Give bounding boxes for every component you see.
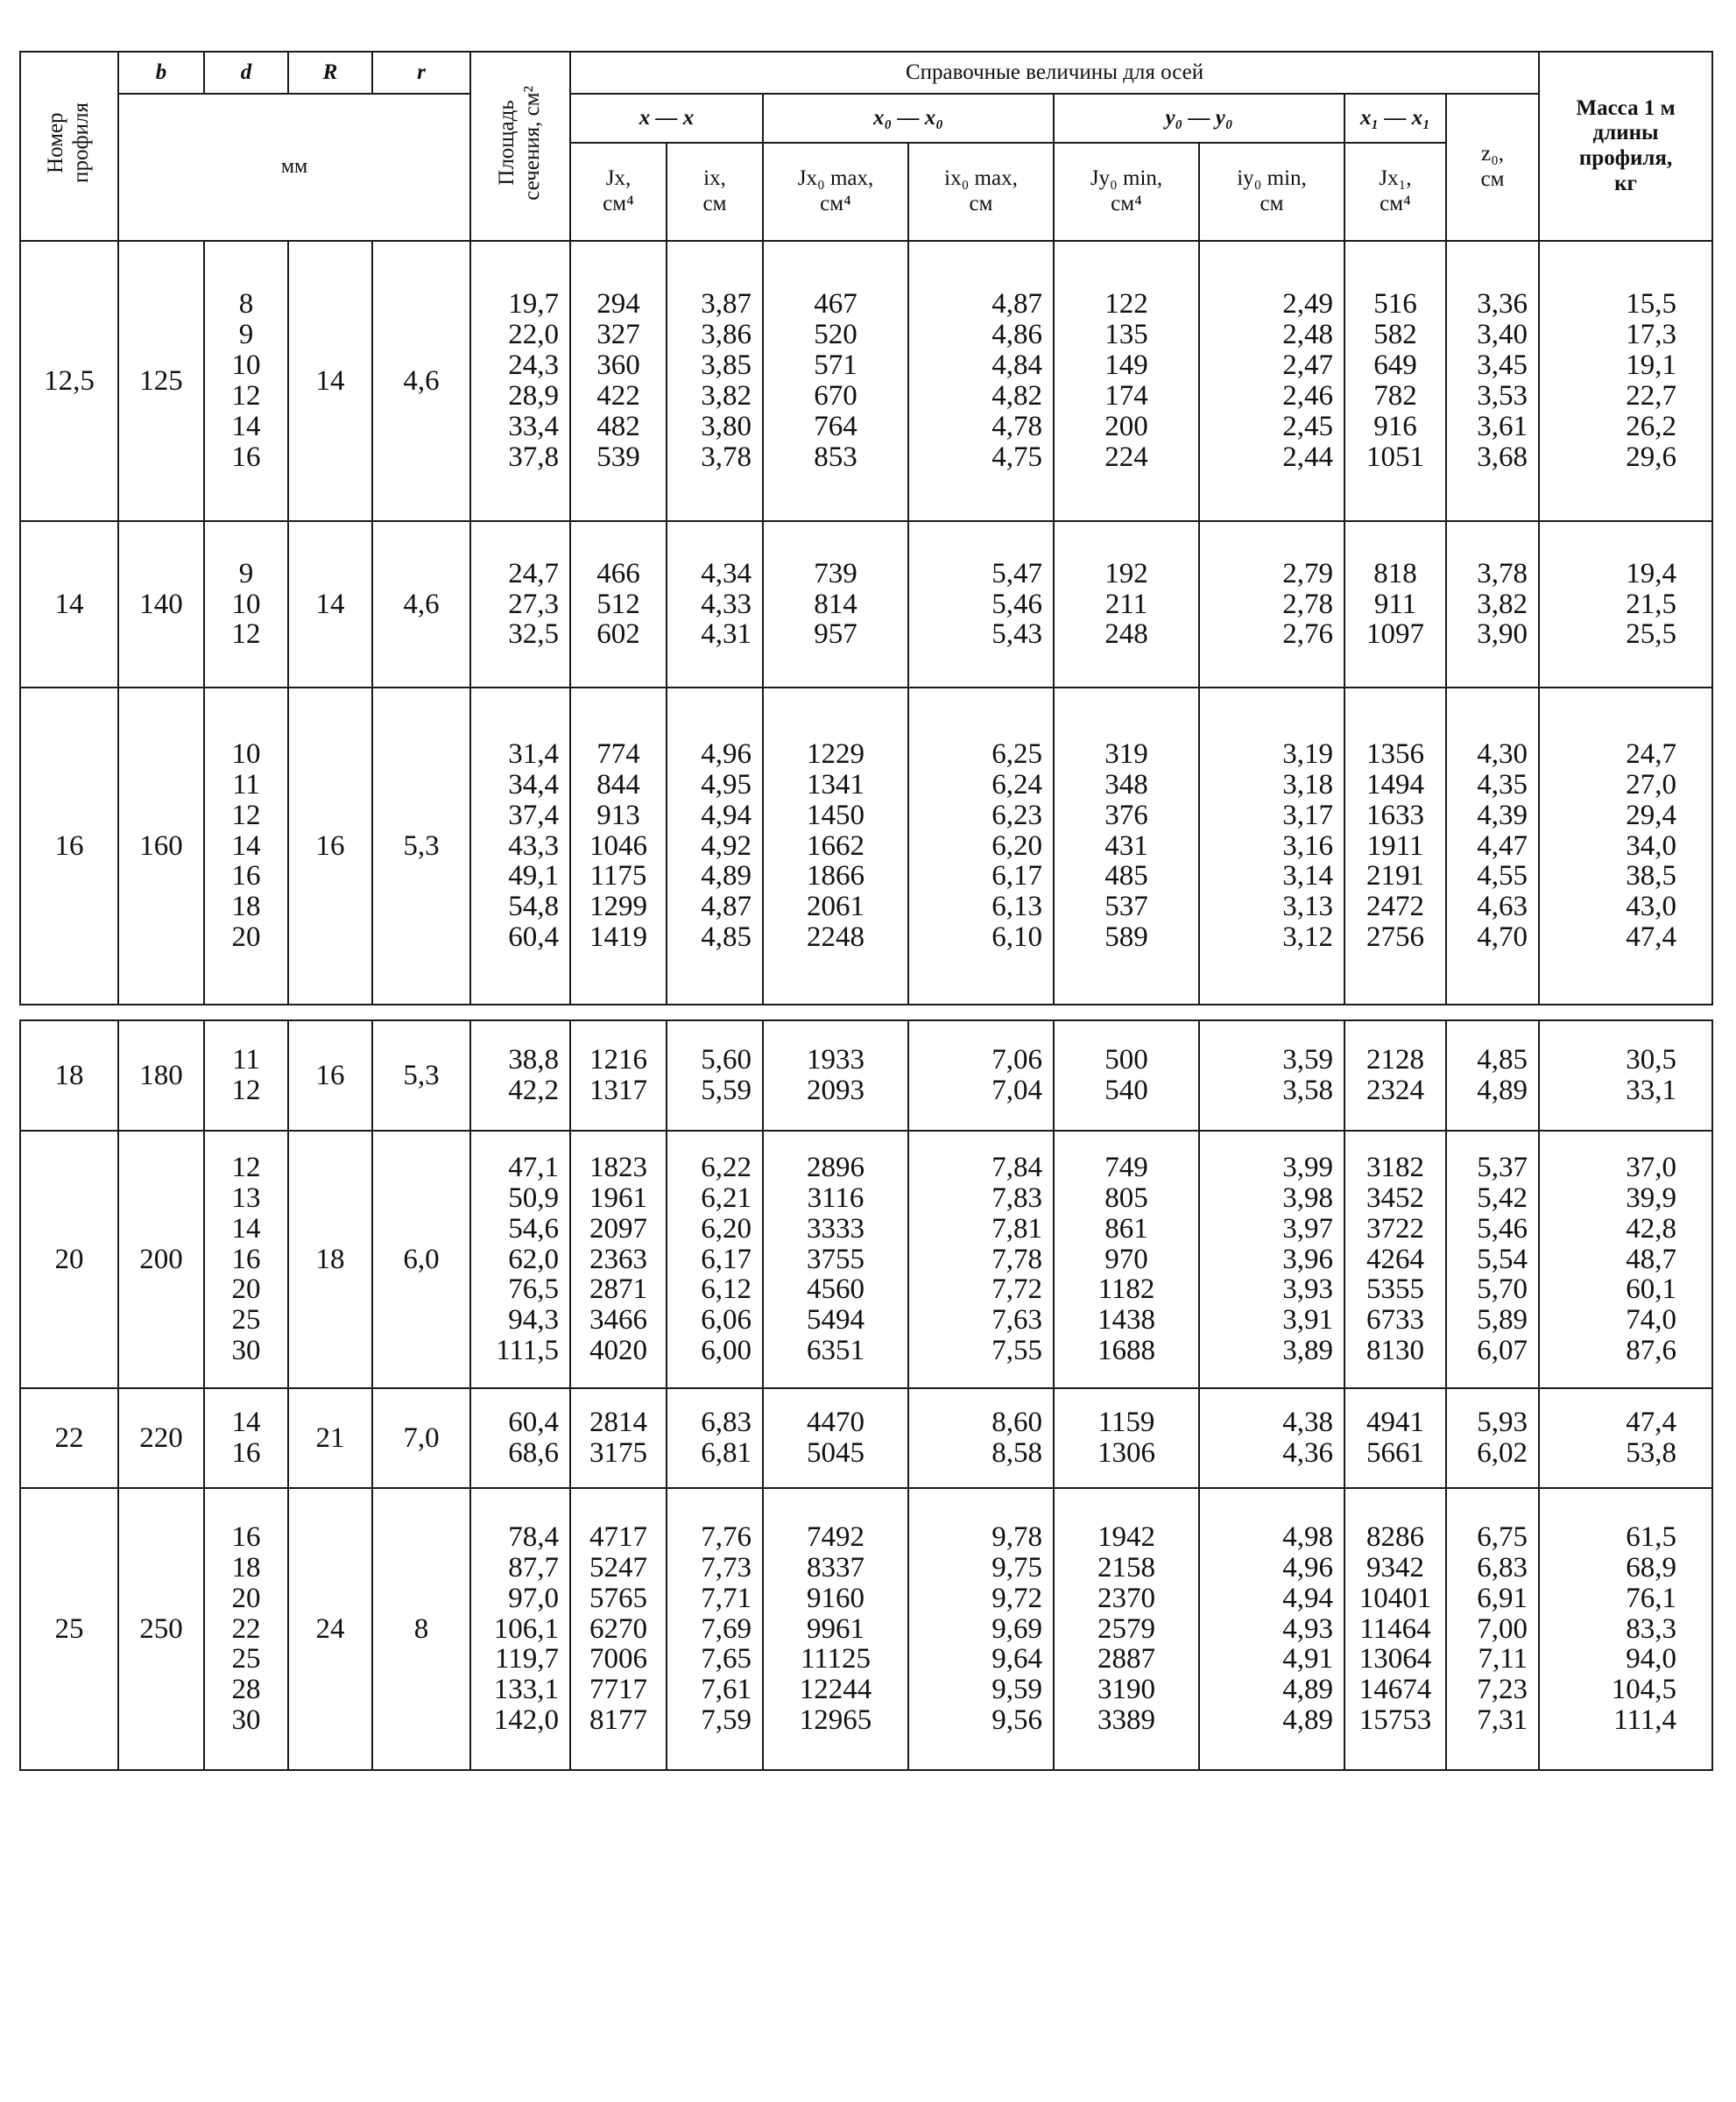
cell-z0 <box>1446 1488 1539 1770</box>
cell-R-value: 14 <box>315 364 345 397</box>
cell-iy0-value: 4,38 4,36 <box>1282 1407 1333 1469</box>
cell-b-value: 250 <box>139 1612 183 1645</box>
cell-ix0-value: 4,87 4,86 4,84 4,82 4,78 4,75 <box>991 288 1042 473</box>
cell-ix <box>667 1020 763 1131</box>
cell-R-value: 21 <box>315 1421 345 1454</box>
table-body <box>20 241 1712 1770</box>
cell-iy0-value: 3,99 3,98 3,97 3,96 3,93 3,91 3,89 <box>1282 1151 1333 1367</box>
cell-Jx1-value: 8286 9342 10401 11464 13064 14674 15753 <box>1358 1520 1432 1737</box>
cell-d-value: 11 12 <box>231 1044 261 1106</box>
cell-ix0-value: 7,84 7,83 7,81 7,78 7,72 7,63 7,55 <box>991 1151 1042 1367</box>
cell-Jy0-value: 122 135 149 174 200 224 <box>1104 288 1148 473</box>
cell-iy0 <box>1199 1131 1344 1388</box>
cell-Jx0 <box>763 1388 908 1488</box>
header-axis-x1: x₁ — x₁ <box>1344 94 1446 143</box>
cell-Jy0-value: 192 211 248 <box>1104 557 1148 651</box>
cell-profile-number <box>20 688 118 1005</box>
cell-Jy0 <box>1054 241 1199 521</box>
cell-mass <box>1539 241 1712 521</box>
cell-b <box>118 1131 204 1388</box>
cell-Jx0 <box>763 1020 908 1131</box>
cell-ix0 <box>908 1020 1054 1131</box>
cell-b-value: 125 <box>139 364 183 397</box>
cell-R-value: 18 <box>315 1243 345 1275</box>
cell-b <box>118 1020 204 1131</box>
table-row <box>20 1488 1712 1770</box>
cell-R <box>288 688 372 1005</box>
cell-Jx-value: 774 844 913 1046 1175 1299 1419 <box>589 737 647 954</box>
cell-ix-value: 5,60 5,59 <box>701 1044 752 1106</box>
cell-Jy0-value: 500 540 <box>1104 1044 1148 1106</box>
angle-profile-table-page <box>19 51 1711 1771</box>
cell-z0 <box>1446 688 1539 1005</box>
cell-d <box>204 241 288 521</box>
cell-Jx1 <box>1344 1020 1446 1131</box>
cell-Jx1-value: 3182 3452 3722 4264 5355 6733 8130 <box>1366 1151 1424 1367</box>
cell-d-value: 10 11 12 14 16 18 20 <box>231 737 261 954</box>
header-Jx0max <box>763 143 908 241</box>
cell-iy0-value: 2,79 2,78 2,76 <box>1282 557 1333 651</box>
header-reference: Справочные величины для осей <box>570 52 1539 94</box>
cell-mass-value: 47,4 53,8 <box>1626 1407 1677 1469</box>
cell-r-value: 7,0 <box>403 1421 440 1454</box>
cell-d <box>204 1131 288 1388</box>
cell-b <box>118 1388 204 1488</box>
cell-ix <box>667 1488 763 1770</box>
cell-R <box>288 1020 372 1131</box>
header-axis-x0: x₀ — x₀ <box>763 94 1054 143</box>
cell-Jx0-value: 739 814 957 <box>814 557 857 651</box>
cell-Jx0 <box>763 521 908 688</box>
table-row <box>20 1131 1712 1388</box>
cell-b-value: 200 <box>139 1243 183 1275</box>
cell-iy0-value: 2,49 2,48 2,47 2,46 2,45 2,44 <box>1282 288 1333 473</box>
cell-d <box>204 1488 288 1770</box>
table-row <box>20 521 1712 688</box>
cell-r-value: 6,0 <box>403 1243 440 1275</box>
cell-ix <box>667 1388 763 1488</box>
cell-d <box>204 688 288 1005</box>
cell-Jy0 <box>1054 688 1199 1005</box>
cell-Jy0 <box>1054 1388 1199 1488</box>
cell-iy0 <box>1199 1488 1344 1770</box>
cell-Jx-value: 4717 5247 5765 6270 7006 7717 8177 <box>589 1520 647 1737</box>
header-iy0min-text: iy₀ min, см <box>1237 166 1307 215</box>
cell-r <box>372 1020 470 1131</box>
cell-iy0 <box>1199 688 1344 1005</box>
header-profile-number-text: Номер профиля <box>44 102 93 184</box>
cell-Jx0 <box>763 1488 908 1770</box>
cell-area-value: 31,4 34,4 37,4 43,3 49,1 54,8 60,4 <box>508 737 559 954</box>
cell-area-value: 38,8 42,2 <box>508 1044 559 1106</box>
cell-Jx0-value: 7492 8337 9160 9961 11125 12244 12965 <box>799 1520 872 1737</box>
cell-z0-value: 3,36 3,40 3,45 3,53 3,61 3,68 <box>1477 288 1528 473</box>
cell-b <box>118 688 204 1005</box>
header-Jy0min-text: Jy₀ min, см⁴ <box>1090 166 1163 215</box>
header-R: R <box>288 52 372 94</box>
cell-Jy0-value: 749 805 861 970 1182 1438 1688 <box>1097 1151 1155 1367</box>
cell-r <box>372 688 470 1005</box>
cell-mass <box>1539 1131 1712 1388</box>
cell-iy0-value: 3,59 3,58 <box>1282 1044 1333 1106</box>
cell-Jx <box>570 1488 667 1770</box>
cell-Jx0-value: 1229 1341 1450 1662 1866 2061 2248 <box>807 737 864 954</box>
cell-R-value: 16 <box>315 1059 345 1091</box>
cell-z0 <box>1446 1020 1539 1131</box>
cell-profile-number <box>20 521 118 688</box>
cell-mass <box>1539 688 1712 1005</box>
cell-ix <box>667 521 763 688</box>
cell-R <box>288 1131 372 1388</box>
cell-z0 <box>1446 1131 1539 1388</box>
cell-Jy0-value: 1942 2158 2370 2579 2887 3190 3389 <box>1097 1520 1155 1737</box>
cell-ix <box>667 1131 763 1388</box>
cell-mass-value: 37,0 39,9 42,8 48,7 60,1 74,0 87,6 <box>1626 1151 1677 1367</box>
cell-Jx0-value: 1933 2093 <box>807 1044 864 1106</box>
table-row <box>20 1388 1712 1488</box>
cell-Jy0 <box>1054 1488 1199 1770</box>
cell-mass-value: 19,4 21,5 25,5 <box>1626 557 1677 651</box>
cell-iy0-value: 4,98 4,96 4,94 4,93 4,91 4,89 4,89 <box>1282 1520 1333 1737</box>
cell-profile-number <box>20 1488 118 1770</box>
cell-ix0-value: 9,78 9,75 9,72 9,69 9,64 9,59 9,56 <box>991 1520 1042 1737</box>
header-area-text: Площадь сечения, см² <box>495 85 544 201</box>
cell-profile-number-value: 12,5 <box>44 364 95 397</box>
cell-Jy0 <box>1054 1131 1199 1388</box>
cell-area-value: 24,7 27,3 32,5 <box>508 557 559 651</box>
header-ix <box>667 143 763 241</box>
header-axis-x: x — x <box>570 94 763 143</box>
cell-profile-number <box>20 241 118 521</box>
cell-iy0 <box>1199 521 1344 688</box>
header-profile-number <box>20 52 118 241</box>
cell-b-value: 180 <box>139 1059 183 1091</box>
cell-r-value: 5,3 <box>403 1059 440 1091</box>
cell-area <box>470 1020 570 1131</box>
cell-Jx <box>570 521 667 688</box>
cell-iy0 <box>1199 241 1344 521</box>
cell-Jy0-value: 319 348 376 431 485 537 589 <box>1104 737 1148 954</box>
cell-ix <box>667 688 763 1005</box>
table-section-gap <box>20 1005 1712 1020</box>
cell-r <box>372 521 470 688</box>
header-z0-text: z₀, см <box>1480 142 1505 191</box>
cell-r <box>372 241 470 521</box>
cell-area-value: 19,7 22,0 24,3 28,9 33,4 37,8 <box>508 288 559 473</box>
cell-mass-value: 15,5 17,3 19,1 22,7 26,2 29,6 <box>1626 288 1677 473</box>
cell-ix0 <box>908 1131 1054 1388</box>
cell-Jx1-value: 4941 5661 <box>1366 1407 1424 1469</box>
header-Jx0max-text: Jx₀ max, см⁴ <box>797 166 874 215</box>
header-Jx1-text: Jx₁, см⁴ <box>1379 166 1412 215</box>
cell-ix-value: 6,22 6,21 6,20 6,17 6,12 6,06 6,00 <box>701 1151 752 1367</box>
cell-ix0-value: 8,60 8,58 <box>991 1407 1042 1469</box>
header-Jx1 <box>1344 143 1446 241</box>
cell-area-value: 60,4 68,6 <box>508 1407 559 1469</box>
cell-Jx1-value: 1356 1494 1633 1911 2191 2472 2756 <box>1366 737 1424 954</box>
cell-Jy0 <box>1054 1020 1199 1131</box>
cell-Jx1 <box>1344 1388 1446 1488</box>
cell-ix0 <box>908 241 1054 521</box>
header-area <box>470 52 570 241</box>
cell-Jx-value: 1216 1317 <box>589 1044 647 1106</box>
cell-Jx-value: 294 327 360 422 482 539 <box>596 288 640 473</box>
cell-mass-value: 30,5 33,1 <box>1626 1044 1677 1106</box>
cell-profile-number <box>20 1388 118 1488</box>
cell-z0 <box>1446 521 1539 688</box>
cell-z0-value: 3,78 3,82 3,90 <box>1477 557 1528 651</box>
cell-r-value: 4,6 <box>403 588 440 620</box>
cell-Jx1 <box>1344 688 1446 1005</box>
header-r: r <box>372 52 470 94</box>
cell-R <box>288 521 372 688</box>
cell-d-value: 12 13 14 16 20 25 30 <box>231 1151 261 1367</box>
cell-mass-value: 61,5 68,9 76,1 83,3 94,0 104,5 111,4 <box>1611 1520 1677 1737</box>
cell-ix0 <box>908 688 1054 1005</box>
cell-area <box>470 1131 570 1388</box>
cell-Jx <box>570 1131 667 1388</box>
cell-R-value: 14 <box>315 588 345 620</box>
cell-iy0 <box>1199 1388 1344 1488</box>
cell-mass <box>1539 521 1712 688</box>
cell-profile-number-value: 18 <box>54 1059 84 1091</box>
cell-mass <box>1539 1488 1712 1770</box>
cell-r-value: 8 <box>413 1612 429 1645</box>
table-row <box>20 688 1712 1005</box>
cell-Jx0-value: 4470 5045 <box>807 1407 864 1469</box>
cell-ix0 <box>908 1488 1054 1770</box>
cell-d <box>204 1388 288 1488</box>
cell-mass-value: 24,7 27,0 29,4 34,0 38,5 43,0 47,4 <box>1626 737 1677 954</box>
cell-Jx0 <box>763 688 908 1005</box>
header-Jx-text: Jx, см⁴ <box>603 166 634 215</box>
cell-ix0-value: 5,47 5,46 5,43 <box>991 557 1042 651</box>
cell-b-value: 140 <box>139 588 183 620</box>
cell-b <box>118 1488 204 1770</box>
header-mass-text: Масса 1 м длины профиля, кг <box>1576 95 1676 195</box>
cell-profile-number-value: 25 <box>54 1612 84 1645</box>
cell-area <box>470 1388 570 1488</box>
cell-Jx0-value: 2896 3116 3333 3755 4560 5494 6351 <box>807 1151 864 1367</box>
cell-ix-value: 3,87 3,86 3,85 3,82 3,80 3,78 <box>701 288 752 473</box>
header-d: d <box>204 52 288 94</box>
cell-r <box>372 1388 470 1488</box>
cell-r-value: 5,3 <box>403 829 440 862</box>
cell-z0-value: 4,30 4,35 4,39 4,47 4,55 4,63 4,70 <box>1477 737 1528 954</box>
header-axis-y0: y₀ — y₀ <box>1054 94 1344 143</box>
cell-r <box>372 1131 470 1388</box>
table-header <box>20 52 1712 241</box>
section-gap-cell <box>20 1005 1712 1020</box>
header-mm: мм <box>118 94 470 241</box>
cell-ix0-value: 7,06 7,04 <box>991 1044 1042 1106</box>
table-row <box>20 1020 1712 1131</box>
cell-iy0 <box>1199 1020 1344 1131</box>
cell-Jx <box>570 1388 667 1488</box>
cell-profile-number-value: 14 <box>54 588 84 620</box>
cell-Jx0-value: 467 520 571 670 764 853 <box>814 288 857 473</box>
cell-Jx1-value: 818 911 1097 <box>1366 557 1424 651</box>
cell-ix0-value: 6,25 6,24 6,23 6,20 6,17 6,13 6,10 <box>991 737 1042 954</box>
cell-z0 <box>1446 241 1539 521</box>
angle-profile-table <box>19 51 1713 1771</box>
cell-ix0 <box>908 521 1054 688</box>
cell-R-value: 16 <box>315 829 345 862</box>
cell-ix-value: 4,34 4,33 4,31 <box>701 557 752 651</box>
cell-profile-number <box>20 1131 118 1388</box>
cell-Jx <box>570 688 667 1005</box>
cell-profile-number <box>20 1020 118 1131</box>
cell-Jx-value: 1823 1961 2097 2363 2871 3466 4020 <box>589 1151 647 1367</box>
cell-ix-value: 6,83 6,81 <box>701 1407 752 1469</box>
cell-Jx0 <box>763 241 908 521</box>
header-Jy0min <box>1054 143 1199 241</box>
cell-profile-number-value: 22 <box>54 1421 84 1454</box>
cell-ix <box>667 241 763 521</box>
header-b: b <box>118 52 204 94</box>
cell-area <box>470 241 570 521</box>
cell-R <box>288 1488 372 1770</box>
cell-Jx1-value: 2128 2324 <box>1366 1044 1424 1106</box>
cell-mass <box>1539 1388 1712 1488</box>
cell-profile-number-value: 16 <box>54 829 84 862</box>
cell-z0-value: 5,37 5,42 5,46 5,54 5,70 5,89 6,07 <box>1477 1151 1528 1367</box>
header-Jx <box>570 143 667 241</box>
cell-Jy0 <box>1054 521 1199 688</box>
cell-Jx-value: 466 512 602 <box>596 557 640 651</box>
cell-R <box>288 1388 372 1488</box>
header-ix0max-text: ix₀ max, см <box>944 166 1018 215</box>
header-iy0min <box>1199 143 1344 241</box>
cell-ix-value: 7,76 7,73 7,71 7,69 7,65 7,61 7,59 <box>701 1520 752 1737</box>
cell-Jx0 <box>763 1131 908 1388</box>
cell-Jx1 <box>1344 521 1446 688</box>
cell-ix-value: 4,96 4,95 4,94 4,92 4,89 4,87 4,85 <box>701 737 752 954</box>
cell-Jx-value: 2814 3175 <box>589 1407 647 1469</box>
cell-r-value: 4,6 <box>403 364 440 397</box>
header-z0 <box>1446 94 1539 241</box>
cell-d-value: 9 10 12 <box>231 557 261 651</box>
cell-b-value: 160 <box>139 829 183 862</box>
cell-Jx1 <box>1344 241 1446 521</box>
cell-Jx1 <box>1344 1488 1446 1770</box>
header-ix0max <box>908 143 1054 241</box>
header-mass <box>1539 52 1712 241</box>
table-row <box>20 241 1712 521</box>
cell-R <box>288 241 372 521</box>
cell-Jx <box>570 1020 667 1131</box>
cell-Jy0-value: 1159 1306 <box>1097 1407 1155 1469</box>
cell-d-value: 8 9 10 12 14 16 <box>231 288 261 473</box>
header-ix-text: ix, см <box>702 166 727 215</box>
cell-d <box>204 521 288 688</box>
cell-area <box>470 1488 570 1770</box>
cell-area-value: 78,4 87,7 97,0 106,1 119,7 133,1 142,0 <box>493 1520 559 1737</box>
cell-ix0 <box>908 1388 1054 1488</box>
cell-d-value: 16 18 20 22 25 28 30 <box>231 1520 261 1737</box>
cell-b <box>118 521 204 688</box>
cell-z0 <box>1446 1388 1539 1488</box>
cell-R-value: 24 <box>315 1612 345 1645</box>
cell-iy0-value: 3,19 3,18 3,17 3,16 3,14 3,13 3,12 <box>1282 737 1333 954</box>
cell-area-value: 47,1 50,9 54,6 62,0 76,5 94,3 111,5 <box>496 1151 559 1367</box>
cell-mass <box>1539 1020 1712 1131</box>
cell-d-value: 14 16 <box>231 1407 261 1469</box>
cell-d <box>204 1020 288 1131</box>
cell-area <box>470 521 570 688</box>
cell-z0-value: 4,85 4,89 <box>1477 1044 1528 1106</box>
cell-r <box>372 1488 470 1770</box>
cell-b <box>118 241 204 521</box>
cell-Jx1 <box>1344 1131 1446 1388</box>
cell-Jx1-value: 516 582 649 782 916 1051 <box>1366 288 1424 473</box>
cell-z0-value: 6,75 6,83 6,91 7,00 7,11 7,23 7,31 <box>1477 1520 1528 1737</box>
cell-b-value: 220 <box>139 1421 183 1454</box>
cell-profile-number-value: 20 <box>54 1243 84 1275</box>
cell-z0-value: 5,93 6,02 <box>1477 1407 1528 1469</box>
cell-area <box>470 688 570 1005</box>
cell-Jx <box>570 241 667 521</box>
